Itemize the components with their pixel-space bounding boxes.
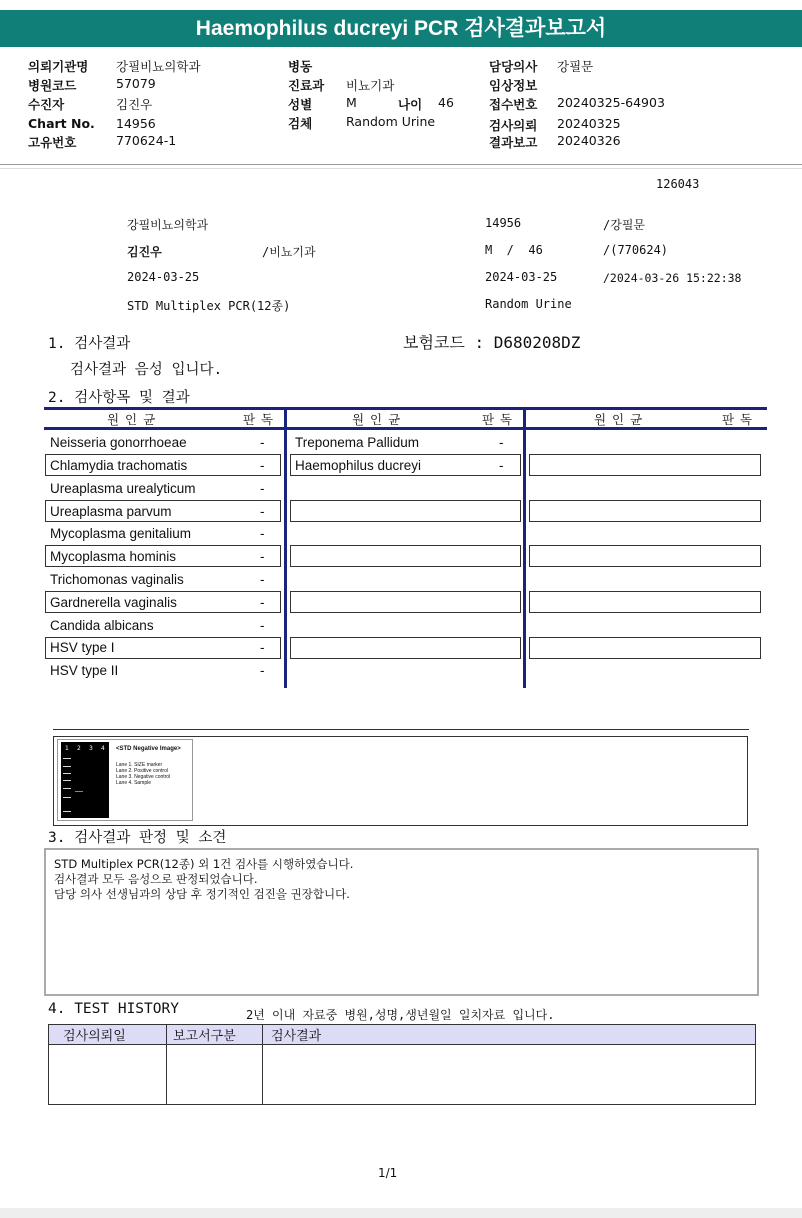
opinion-line-3: 담당 의사 선생님과의 상담 후 정기적인 검진을 권장합니다. xyxy=(54,887,350,901)
gel-legend-3: Lane 3. Negative control xyxy=(116,774,171,780)
report-title: Haemophilus ducreyi PCR 검사결과보고서 xyxy=(0,10,802,47)
th-organism-1: 원 인 균 xyxy=(107,412,157,427)
organism-result: - xyxy=(260,481,265,496)
summary-chart: 14956 xyxy=(485,216,522,230)
organism-result: - xyxy=(260,663,265,678)
history-col-date: 검사의뢰일 xyxy=(49,1025,167,1045)
gel-photo: 1 2 3 4 xyxy=(61,742,109,818)
summary-sex-age: M / 46 xyxy=(485,243,543,257)
organism-result: - xyxy=(499,458,504,473)
page-number: 1/1 xyxy=(378,1166,398,1180)
summary-doctor: /강필문 xyxy=(603,218,646,232)
organism-name: Mycoplasma genitalium xyxy=(50,526,192,541)
result-summary: 검사결과 음성 입니다. xyxy=(70,362,223,378)
organism-result: - xyxy=(499,435,504,450)
gel-legend-2: Lane 2. Positive control xyxy=(116,768,168,774)
report-page: Haemophilus ducreyi PCR 검사결과보고서 의뢰기관명 강필비뇨의학과 병원코드 57079 수진자 김진우 Chart No. 14956 고유번호 770624-1 병동 진료과 비뇨기과 성별 M 나이 46 검체 Random Urine 담당의사 강필문 임상정보 접수번호 20240325-64903 검사의뢰 20240325 결과보고 20240326 126043 강필비뇨의학과 14956 /강필문 김진우 /비뇨기과 M / 46 /(770624) 2024-03-25 2024-03-25 /2024-03-26 15:22:38 STD Multiplex PCR(12종) Random Urine 1. 검사결과 보험코드 : D680208DZ 검사결과 음성 입니다. 2. 검사항목 및 결과 원 인 균 판 독 원 인 균 판 독 원 인 균 판 독 Neisseria gonorrhoeae - Chlamydia trachomatis - Ureaplasma urealyticum - Ureaplasma parvum - Mycoplasma genitalium - Mycoplasma hominis - Trichomonas vaginalis - Gardnerella vaginalis - Candida albicans - HSV type I - HSV type II - Treponema Pallidum - Haemophilus ducreyi - 1 2 3 4 <STD Negative Image> Lane 1. SIZE marker Lane 2. Positive control Lane 3. Negative control Lane 4. Sample 3. 검사결과 판정 및 소견 STD Multiplex PCR(12종) 외 1건 검사를 시행하였습니다. 검사결과 모두 음성으로 판정되었습니다. 담당 의사 선생님과의 상담 후 정기적인 검진을 권장합니다. 4. TEST HISTORY 2년 이내 자료중 병원,성명,생년월일 일치자료 입니다. 검사의뢰일 보고서구분 검사결과 1/1 xyxy=(0,0,802,1208)
summary-code: 126043 xyxy=(656,177,700,191)
table-divider-2 xyxy=(523,407,526,688)
organism-name: HSV type II xyxy=(50,663,119,678)
gel-rule xyxy=(53,729,749,730)
summary-clinic: 강필비뇨의학과 xyxy=(127,218,209,232)
organism-name: Chlamydia trachomatis xyxy=(50,458,188,473)
organism-result: - xyxy=(260,458,265,473)
organism-name: Candida albicans xyxy=(50,618,154,633)
summary-test-name: STD Multiplex PCR(12종) xyxy=(127,299,291,313)
gel-legend-4: Lane 4. Sample xyxy=(116,780,152,786)
organism-result: - xyxy=(260,549,265,564)
gel-band xyxy=(63,788,71,789)
opinion-line-1: STD Multiplex PCR(12종) 외 1건 검사를 시행하였습니다. xyxy=(54,857,354,871)
history-col-type: 보고서구분 xyxy=(167,1025,263,1045)
organism-name: Ureaplasma urealyticum xyxy=(50,481,196,496)
organism-result: - xyxy=(260,504,265,519)
summary-specimen: Random Urine xyxy=(485,297,572,311)
organism-name: Treponema Pallidum xyxy=(295,435,420,450)
opinion-line-2: 검사결과 모두 음성으로 판정되었습니다. xyxy=(54,872,258,886)
organism-result: - xyxy=(260,572,265,587)
header-divider-shadow xyxy=(0,168,802,169)
history-col-result: 검사결과 xyxy=(263,1025,756,1045)
gel-band xyxy=(63,758,71,759)
summary-report-time: /2024-03-26 15:22:38 xyxy=(603,271,742,285)
header-divider xyxy=(0,164,802,165)
gel-legend-1: Lane 1. SIZE marker xyxy=(116,762,163,768)
row-box xyxy=(290,545,521,567)
table-divider-1 xyxy=(284,407,287,688)
gel-band xyxy=(63,797,71,798)
gel-band xyxy=(63,780,71,781)
organism-name: Neisseria gonorrhoeae xyxy=(50,435,187,450)
section4-heading: 4. TEST HISTORY xyxy=(48,1001,179,1017)
row-box xyxy=(529,454,761,476)
organism-result: - xyxy=(260,595,265,610)
gel-band xyxy=(63,766,71,767)
gel-title: <STD Negative Image> xyxy=(116,746,181,752)
summary-date2: 2024-03-25 xyxy=(485,270,558,284)
organism-name: Ureaplasma parvum xyxy=(50,504,172,519)
summary-patient: 김진우 xyxy=(127,245,162,259)
summary-dept: /비뇨기과 xyxy=(262,245,316,259)
th-judge-1: 판 독 xyxy=(243,412,275,427)
section1-heading: 1. 검사결과 xyxy=(48,336,131,352)
section2-heading: 2. 검사항목 및 결과 xyxy=(48,390,190,406)
history-header-row xyxy=(49,1025,756,1045)
row-box xyxy=(290,500,521,522)
organism-name: Haemophilus ducreyi xyxy=(295,458,422,473)
organism-result: - xyxy=(260,640,265,655)
organism-result: - xyxy=(260,618,265,633)
organism-name: Trichomonas vaginalis xyxy=(50,572,184,587)
row-box xyxy=(529,500,761,522)
organism-name: Mycoplasma hominis xyxy=(50,549,177,564)
organism-result: - xyxy=(260,526,265,541)
insurance-code: 보험코드 : D680208DZ xyxy=(403,333,581,352)
th-organism-3: 원 인 균 xyxy=(594,412,644,427)
th-judge-3: 판 독 xyxy=(722,412,754,427)
row-box xyxy=(529,637,761,659)
th-judge-2: 판 독 xyxy=(482,412,514,427)
summary-date1: 2024-03-25 xyxy=(127,270,200,284)
row-box xyxy=(529,545,761,567)
gel-band xyxy=(63,811,71,812)
organism-result: - xyxy=(260,435,265,450)
row-box xyxy=(529,591,761,613)
history-empty-row xyxy=(49,1045,756,1105)
history-table xyxy=(48,1024,756,1105)
section3-heading: 3. 검사결과 판정 및 소견 xyxy=(48,830,227,846)
summary-birth: /(770624) xyxy=(603,243,669,257)
history-note: 2년 이내 자료중 병원,성명,생년월일 일치자료 입니다. xyxy=(246,1008,555,1022)
organism-name: HSV type I xyxy=(50,640,115,655)
row-box xyxy=(290,637,521,659)
gel-band xyxy=(63,773,71,774)
row-box xyxy=(290,591,521,613)
th-organism-2: 원 인 균 xyxy=(352,412,402,427)
gel-band xyxy=(75,791,83,792)
organism-name: Gardnerella vaginalis xyxy=(50,595,177,610)
